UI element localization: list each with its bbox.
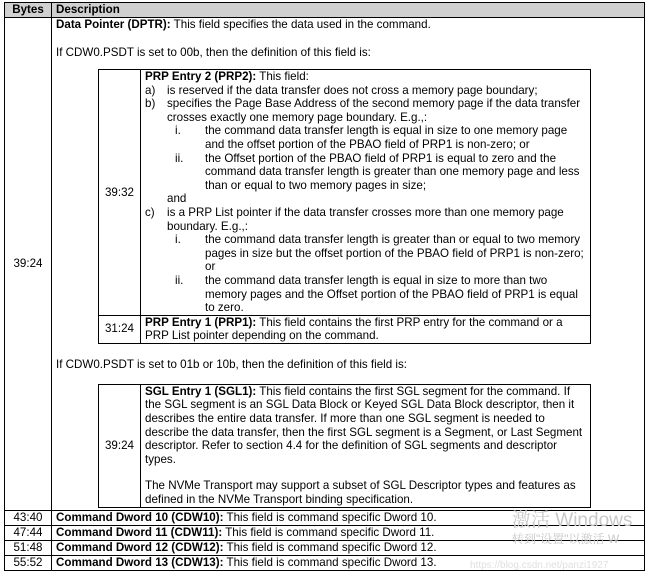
list-item: b) specifies the Page Base Address of the second memory page if the data transfer crosses exactly one memory page boundary. E.g.,:	[145, 97, 581, 124]
dptr-heading: Data Pointer (DPTR): This field specifies the data used in the command.	[56, 18, 431, 31]
description-cell	[52, 18, 645, 511]
prp-subtable	[98, 69, 591, 344]
bytes-cell: 39:24	[5, 18, 52, 511]
sub-list-item: ii. the command data transfer length is equal in size to more than two memory pages and the Offset portion of the PBAO field of PRP1 is equal to zero.	[175, 273, 578, 315]
bytes-cell: 43:40	[5, 510, 52, 525]
sub-list-item: i. the command data transfer length is equal in size to one memory page and the offset portion of the PBAO field of PRP1 is non-zero; or	[175, 124, 568, 151]
and-text: and	[167, 192, 187, 206]
windows-activation-watermark: 激活 Windows	[512, 510, 633, 531]
bytes-cell: 47:44	[5, 525, 52, 540]
sub-list-item: i. the command data transfer length is greater than or equal to two memory pages in size but the offset portion of the PBAO field of PRP1 is non-zero; or	[175, 233, 584, 274]
prp1-bytes: 31:24	[99, 315, 141, 343]
list-item: a) is reserved if the data transfer does not cross a memory page boundary;	[145, 83, 538, 97]
description-cell: Command Dword 13 (CDW13): This field is command specific Dword 13.	[52, 555, 645, 570]
sgl1-bytes: 39:24	[99, 384, 141, 507]
list-item: c) is a PRP List pointer if the data transfer crosses more than one memory page boundary. E.g.,:	[145, 205, 564, 233]
psdt-01-text: If CDW0.PSDT is set to 01b or 10b, then the definition of this field is:	[56, 357, 407, 371]
prp2-bytes: 39:32	[99, 70, 141, 316]
table-row-dptr	[5, 18, 645, 511]
sgl1-heading: SGL Entry 1 (SGL1): This field contains the first SGL segment for the command. If the SGL segment is an SGL Data Block or Keyed SGL Data Block descriptor, then it describes the entire data transfer. If more than one SGL segment is needed to describe the data transfer, then the first SGL segment is a Segment, or Last Segment descriptor. Refer to section 4.4 for the definition of SGL segments and descriptor types.	[145, 384, 583, 466]
prp1-description: PRP Entry 1 (PRP1): This field contains the first PRP entry for the command or a PRP List pointer depending on the command.	[141, 315, 591, 343]
description-cell: Command Dword 10 (CDW10): This field is command specific Dword 10.	[52, 510, 645, 525]
sgl1-description	[141, 384, 591, 507]
psdt-00-text: If CDW0.PSDT is set to 00b, then the definition of this field is:	[56, 46, 371, 59]
windows-activation-hint: 转到"设置"以激活 W	[512, 532, 620, 546]
bytes-cell: 51:48	[5, 540, 52, 555]
prp1-row	[99, 315, 591, 343]
prp2-description	[141, 70, 591, 316]
bytes-cell: 55:52	[5, 555, 52, 570]
sub-list-item: ii. the Offset portion of the PBAO field of PRP1 is equal to zero and the command data transfer length is greater than one memory page and less than or equal to two memory pages in size;	[175, 151, 580, 192]
description-cell: Command Dword 12 (CDW12): This field is command specific Dword 12.	[52, 540, 645, 555]
sgl1-row	[99, 384, 591, 507]
header-description: Description	[52, 3, 645, 18]
sgl1-note: The NVMe Transport may support a subset of SGL Descriptor types and features as defined in the NVMe Transport binding specification.	[145, 479, 576, 507]
source-url-watermark: https://blog.csdn.net/panzi1927	[470, 560, 609, 571]
header-bytes: Bytes	[5, 3, 52, 18]
command-format-table	[4, 2, 645, 571]
prp2-heading: PRP Entry 2 (PRP2): This field:	[145, 70, 309, 83]
description-cell: Command Dword 11 (CDW11): This field is command specific Dword 11.	[52, 525, 645, 540]
prp2-row	[99, 70, 591, 316]
sgl-subtable	[98, 384, 591, 508]
table-header-row	[5, 3, 645, 18]
